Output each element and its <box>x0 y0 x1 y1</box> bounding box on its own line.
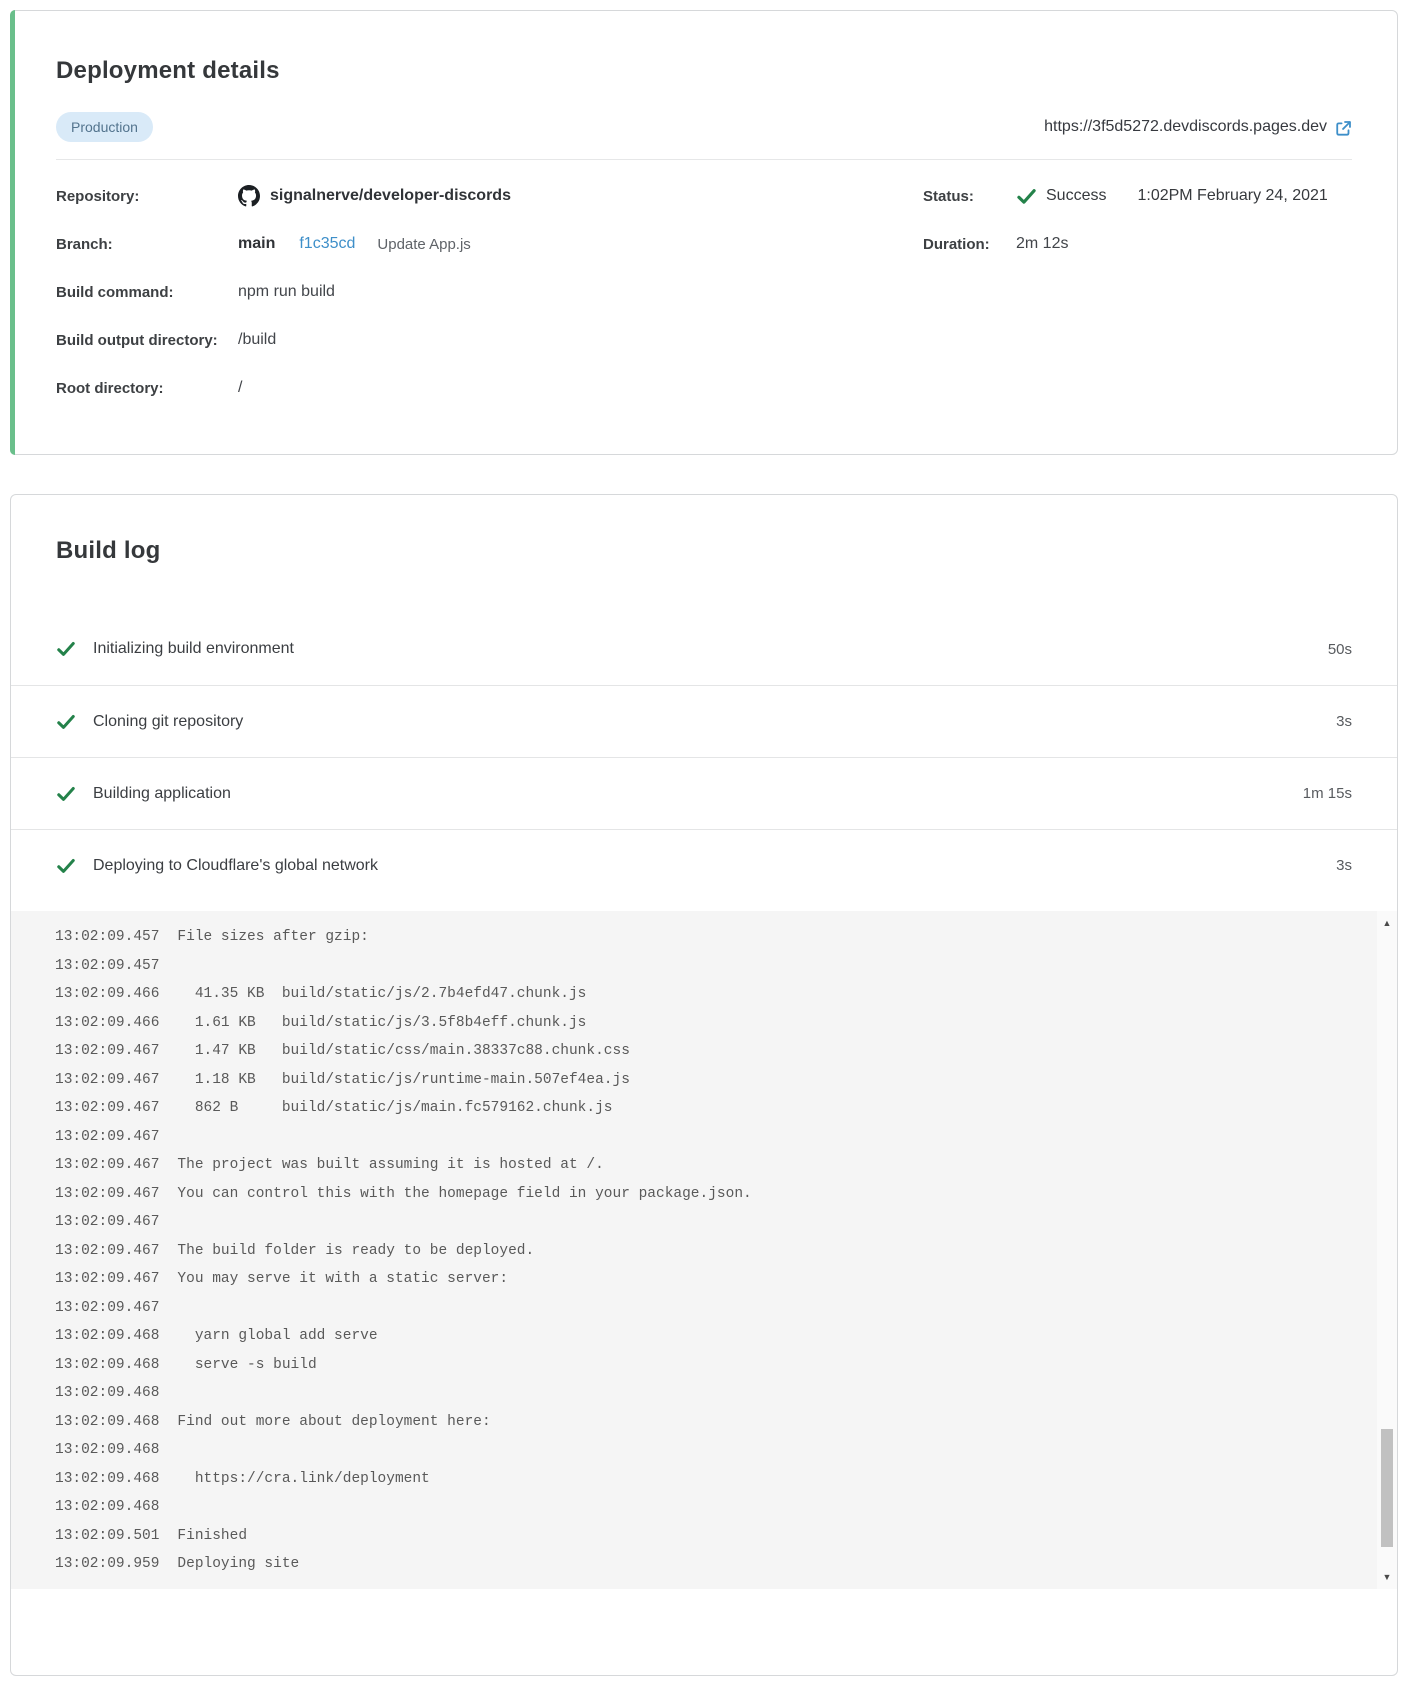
log-line <box>55 1294 1397 1323</box>
log-line-text: File sizes after gzip: <box>177 929 369 945</box>
step-duration: 50s <box>1327 640 1352 658</box>
log-line <box>55 1123 1397 1152</box>
log-line-text: 1.18 KB build/static/js/runtime-main.507ef4ea.js <box>177 1071 630 1088</box>
log-line-time: 13:02:09.959 <box>55 1556 160 1572</box>
log-line <box>55 1066 1397 1095</box>
log-line-text: serve -s build <box>177 1356 317 1373</box>
deployment-url-text: https://3f5d5272.devdiscords.pages.dev <box>1044 118 1327 135</box>
branch-label: Branch: <box>56 235 113 253</box>
log-line <box>55 1237 1397 1266</box>
scrollbar-thumb[interactable] <box>1381 1429 1393 1547</box>
log-line-time: 13:02:09.468 <box>55 1470 160 1487</box>
repository-name: signalnerve/developer-discords <box>270 187 511 204</box>
log-line <box>55 1436 1397 1465</box>
scroll-down-icon[interactable]: ▼ <box>1382 1572 1392 1582</box>
build-log-title: Build log <box>56 537 161 564</box>
log-line-text: 1.61 KB build/static/js/3.5f8b4eff.chunk.js <box>177 1014 587 1031</box>
step-check-icon <box>56 639 76 659</box>
step-initializing-build-environment[interactable] <box>11 613 1397 685</box>
log-line-text: yarn global add serve <box>177 1328 378 1344</box>
deployment-fields <box>11 172 1397 412</box>
log-line-time: 13:02:09.468 <box>55 1328 160 1344</box>
log-line-time: 13:02:09.467 <box>55 1185 160 1202</box>
log-line <box>55 1408 1397 1437</box>
log-lines <box>11 911 1397 1587</box>
log-line-text: https://cra.link/deployment <box>177 1470 430 1487</box>
log-line-time: 13:02:09.467 <box>55 1157 160 1173</box>
commit-hash-link[interactable]: f1c35cd <box>299 235 356 252</box>
step-building-application[interactable] <box>11 757 1397 829</box>
step-label: Building application <box>93 784 231 802</box>
build-output-directory-row <box>11 316 1397 364</box>
root-directory-row <box>11 364 1397 412</box>
status-label: Status: <box>923 187 974 205</box>
log-line <box>55 1550 1397 1579</box>
log-line <box>55 1151 1397 1180</box>
log-line <box>55 1009 1397 1038</box>
log-line-time: 13:02:09.467 <box>55 1242 160 1259</box>
log-line-time: 13:02:09.467 <box>55 1043 160 1059</box>
log-line-text: 1.47 KB build/static/css/main.38337c88.chunk.css <box>177 1043 630 1059</box>
deployment-url-link[interactable] <box>1044 118 1352 137</box>
step-label: Initializing build environment <box>93 640 294 657</box>
step-label: Deploying to Cloudflare's global network <box>93 856 378 874</box>
step-check-icon <box>56 712 76 732</box>
build-command-value: npm run build <box>238 283 335 300</box>
log-line <box>55 1379 1397 1408</box>
deployment-details-card <box>10 10 1398 455</box>
log-line-time: 13:02:09.457 <box>55 929 160 945</box>
build-command-row <box>11 268 1397 316</box>
log-line <box>55 1322 1397 1351</box>
log-line <box>55 1037 1397 1066</box>
log-line-text: 41.35 KB build/static/js/2.7b4efd47.chunk.js <box>177 986 587 1002</box>
log-line-text: You can control this with the homepage field in your package.json. <box>177 1185 752 1202</box>
log-line-time: 13:02:09.468 <box>55 1442 160 1458</box>
log-line <box>55 1208 1397 1237</box>
log-line-time: 13:02:09.468 <box>55 1385 160 1401</box>
log-line-time: 13:02:09.468 <box>55 1413 160 1430</box>
log-scrollbar[interactable] <box>1377 911 1397 1589</box>
build-output-directory-value: /build <box>238 331 277 348</box>
github-icon <box>238 185 260 207</box>
log-line-time: 13:02:09.467 <box>55 1214 160 1230</box>
external-link-icon <box>1335 120 1352 137</box>
repository-label: Repository: <box>56 187 140 205</box>
header-divider <box>56 159 1352 160</box>
step-duration: 3s <box>1336 857 1352 874</box>
log-line-time: 13:02:09.467 <box>55 1071 160 1088</box>
status-timestamp: 1:02PM February 24, 2021 <box>1137 187 1328 204</box>
step-duration: 3s <box>1336 713 1352 730</box>
build-output-directory-label: Build output directory: <box>56 331 218 349</box>
commit-message: Update App.js <box>377 235 471 253</box>
log-line-time: 13:02:09.501 <box>55 1527 160 1544</box>
log-line-time: 13:02:09.466 <box>55 1014 160 1031</box>
log-line <box>55 1265 1397 1294</box>
log-line-text: The build folder is ready to be deployed. <box>177 1242 535 1259</box>
branch-name: main <box>238 235 276 252</box>
environment-badge: Production <box>56 112 153 142</box>
log-line-time: 13:02:09.467 <box>55 1128 160 1145</box>
log-line-text: Find out more about deployment here: <box>177 1413 491 1430</box>
log-line-time: 13:02:09.467 <box>55 1271 160 1287</box>
log-line-text: Deploying site <box>177 1556 300 1572</box>
build-command-label: Build command: <box>56 283 174 301</box>
status-column <box>923 172 1328 268</box>
root-directory-value: / <box>238 379 243 396</box>
root-directory-label: Root directory: <box>56 379 164 397</box>
scroll-up-icon[interactable]: ▲ <box>1382 918 1392 928</box>
log-line-time: 13:02:09.457 <box>55 957 160 974</box>
build-log-output <box>11 911 1397 1589</box>
status-row <box>923 172 1328 220</box>
log-line-text: Finished <box>177 1527 248 1544</box>
log-line <box>55 1180 1397 1209</box>
log-line-time: 13:02:09.467 <box>55 1100 160 1116</box>
build-log-card <box>10 494 1398 1676</box>
build-steps <box>11 613 1397 901</box>
step-deploying-to-cloudflare-network[interactable] <box>11 829 1397 901</box>
log-line-text: 862 B build/static/js/main.fc579162.chunk.js <box>177 1100 613 1116</box>
step-label: Cloning git repository <box>93 712 244 730</box>
log-line <box>55 1351 1397 1380</box>
duration-value: 2m 12s <box>1016 235 1069 252</box>
log-line-time: 13:02:09.468 <box>55 1499 160 1515</box>
log-line-text: You may serve it with a static server: <box>177 1271 509 1287</box>
log-line <box>55 1493 1397 1522</box>
step-cloning-git-repository[interactable] <box>11 685 1397 757</box>
log-line-time: 13:02:09.466 <box>55 986 160 1002</box>
log-line <box>55 952 1397 981</box>
badge-row <box>56 111 1352 143</box>
log-line <box>55 1094 1397 1123</box>
log-line-time: 13:02:09.468 <box>55 1356 160 1373</box>
step-check-icon <box>56 856 76 876</box>
step-duration: 1m 15s <box>1302 785 1352 802</box>
log-line <box>55 1465 1397 1494</box>
step-check-icon <box>56 784 76 804</box>
deployment-details-title: Deployment details <box>56 57 280 84</box>
log-line-time: 13:02:09.467 <box>55 1299 160 1316</box>
duration-label: Duration: <box>923 235 990 253</box>
duration-row <box>923 220 1328 268</box>
log-line <box>55 980 1397 1009</box>
log-line <box>55 1522 1397 1551</box>
log-line <box>55 923 1397 952</box>
success-check-icon <box>1016 186 1037 207</box>
repository-value[interactable] <box>238 185 511 207</box>
log-line-text: The project was built assuming it is hosted at /. <box>177 1157 604 1173</box>
status-text: Success <box>1046 187 1107 204</box>
